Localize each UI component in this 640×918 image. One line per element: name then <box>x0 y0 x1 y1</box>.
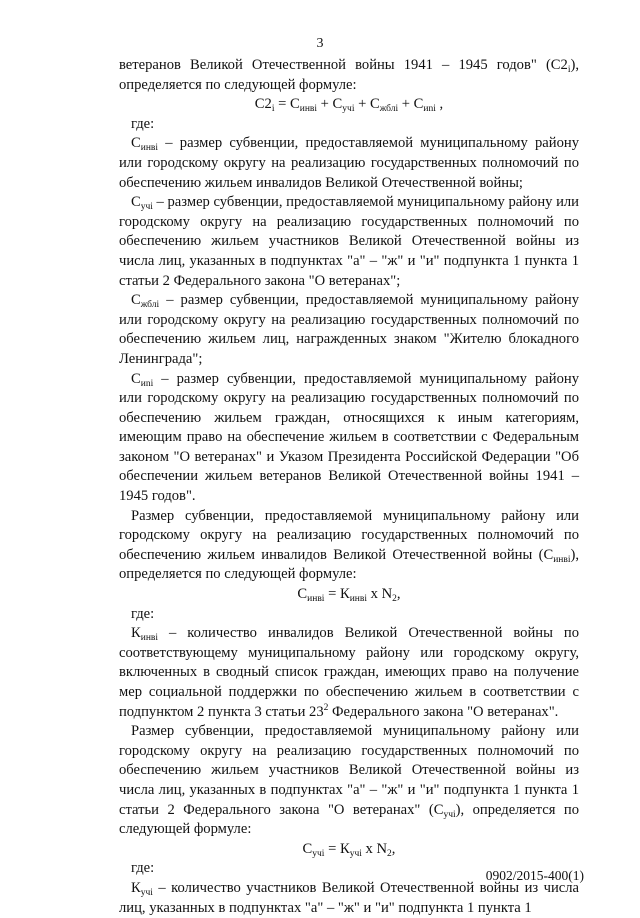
formula-c2 <box>119 95 579 115</box>
definition-text: – размер субвенции, предоставляемой муниципальному району или городскому округу на реализацию государственных полномочий по обеспечению жильем инвалидов Великой Отечественной войны; <box>119 135 579 191</box>
subscript: учi <box>349 848 362 859</box>
subscript: учi <box>443 809 456 820</box>
symbol: С <box>131 135 141 152</box>
subscript: жблi <box>140 300 160 311</box>
formula-term: x N <box>367 586 393 603</box>
subscript: инвi <box>140 633 159 644</box>
paragraph-text-tail: ), определяется по следующей формуле: <box>119 57 579 93</box>
formula-term: , <box>435 96 444 113</box>
paragraph-subvention-uch <box>119 722 579 840</box>
formula-c-inv <box>119 585 579 605</box>
paragraph-text: Размер субвенции, предоставляемой муниципальному району или городскому округу на реализацию государственных полномочий по обеспечению жильем инвалидов Великой Отечественной войны (С <box>119 507 579 563</box>
formula-term: С <box>302 840 313 857</box>
definition-text-tail: Федерального закона "О ветеранах". <box>328 703 559 720</box>
symbol: С <box>131 370 141 387</box>
subscript: инвi <box>307 594 325 605</box>
formula-term: + С <box>317 96 343 113</box>
subscript: учi <box>140 887 153 898</box>
symbol: К <box>131 625 141 642</box>
formula-term: = К <box>324 586 350 603</box>
subscript: жблi <box>379 104 399 115</box>
definition-k-inv <box>119 624 579 722</box>
definition-text: – размер субвенции, предоставляемой муниципальному району или городскому округу на реализацию государственных полномочий по обеспечению жильем участников Великой Отечественной войны из числа лиц, указанных в подпунктах "а" – "ж" и "и" подпункта 1 пункта 1 статьи 2 Федерального закона "О ветеранах"; <box>119 194 579 289</box>
formula-term: С <box>297 586 308 603</box>
subscript: учi <box>342 104 355 115</box>
document-code: 0902/2015-400(1) <box>485 868 584 883</box>
formula-term: x N <box>361 840 388 857</box>
where-label: где: <box>131 605 155 622</box>
subscript: 2 <box>387 848 392 859</box>
symbol: С <box>131 194 141 211</box>
subscript: иnі <box>140 378 154 389</box>
subscript: учi <box>312 848 325 859</box>
formula-c-uch <box>119 840 579 860</box>
formula-term: С2 <box>254 96 272 113</box>
definition-c-inv <box>119 134 579 193</box>
where-label: где: <box>131 860 155 877</box>
subscript: инвi <box>553 554 571 565</box>
document-body <box>119 56 579 918</box>
formula-term: + С <box>398 96 424 113</box>
definition-text: – размер субвенции, предоставляемой муниципальному району или городскому округу на реализацию государственных полномочий по обеспечению жильем граждан, относящихся к иным категориям, имеющим право на обеспечение жильем в соответствии с Федеральным законом "О ветеранах" и Указом Президента Российской Федерации "Об обеспечении жильем ветеранов Великой Отечественной войны 1941 – 1945 годов". <box>119 370 579 505</box>
definition-text: – размер субвенции, предоставляемой муниципальному району или городскому округу на реализацию государственных полномочий по обеспечению жильем лиц, награжденных знаком "Жителю блокадного Ленинграда"; <box>119 292 579 367</box>
subscript: иnі <box>423 104 436 115</box>
subscript: учi <box>140 202 153 213</box>
paragraph-text-tail: ), определяется по следующей формуле: <box>119 546 579 583</box>
subscript: инвi <box>349 594 368 605</box>
definition-c-in <box>119 370 579 507</box>
formula-term: , <box>396 586 401 603</box>
where-label: где: <box>131 115 155 132</box>
paragraph-subvention-inv <box>119 507 579 585</box>
subscript: инвi <box>299 104 318 115</box>
subscript: i <box>271 104 275 115</box>
superscript: 2 <box>323 702 329 713</box>
definition-text: – количество участников Великой Отечественной войны из числа лиц, указанных в подпунктах "а" – "ж" и "и" подпункта 1 пункта 1 <box>119 879 579 916</box>
subscript: 2 <box>392 594 397 605</box>
symbol: К <box>131 879 141 896</box>
formula-term: = С <box>274 96 300 113</box>
definition-text: – количество инвалидов Великой Отечественной войны по соответствующему муниципальному району или городскому округу, включенных в сводный список граждан, имеющих право на получение мер социальной поддержки по обеспечению жильем в соответствии с подпунктом 2 пункта 3 статьи 23 <box>119 625 579 720</box>
formula-term: , <box>391 840 396 857</box>
subscript: инвi <box>140 143 159 154</box>
definition-c-uch <box>119 193 579 291</box>
definition-c-zhbl <box>119 291 579 369</box>
page-number: 3 <box>316 36 324 51</box>
paragraph-text: ветеранов Великой Отечественной войны 1941 – 1945 годов" (С2 <box>119 57 568 73</box>
paragraph-text: Размер субвенции, предоставляемой муниципальному району или городскому округу на реализацию государственных полномочий по обеспечению жильем участников Великой Отечественной войны из числа лиц, указанных в подпунктах "а" – "ж" и "и" подпункта 1 пункта 1 статьи 2 Федерального закона "О ветеранах" (С <box>119 723 579 818</box>
subscript: i <box>567 65 571 75</box>
formula-term: + С <box>354 96 380 113</box>
formula-term: = К <box>324 840 350 857</box>
definition-k-uch <box>119 879 579 918</box>
paragraph-text-tail: ), определяется по следующей формуле: <box>119 801 579 838</box>
symbol: С <box>131 292 141 309</box>
paragraph-continuation <box>119 56 579 95</box>
